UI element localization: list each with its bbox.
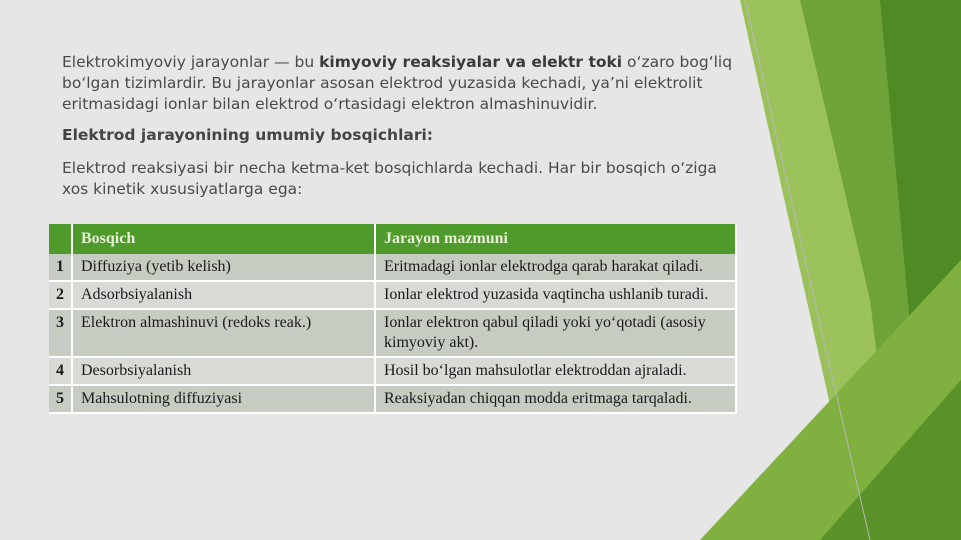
row-content: Hosil bo‘lgan mahsulotlar elektroddan ajraladi. [375,357,736,385]
row-step: Elektron almashinuvi (redoks reak.) [72,309,375,357]
row-step: Adsorbsiyalanish [72,281,375,309]
intro-text-bold: kimyoviy reaksiyalar va elektr toki [319,53,623,71]
intro-text-pre: Elektrokimyoviy jarayonlar — bu [62,53,320,71]
row-content: Ionlar elektrod yuzasida vaqtincha ushlanib turadi. [375,281,736,309]
row-num: 4 [49,357,72,385]
header-step: Bosqich [72,224,375,254]
row-num: 3 [49,309,72,357]
header-num [49,224,72,254]
header-content: Jarayon mazmuni [375,224,736,254]
table-row [49,254,736,281]
steps-table [49,224,737,414]
intro-paragraph [62,52,742,115]
row-content: Eritmadagi ionlar elektrodga qarab harakat qiladi. [375,254,736,281]
table-header-row [49,224,736,254]
row-step: Mahsulotning diffuziyasi [72,385,375,413]
row-num: 5 [49,385,72,413]
row-content: Reaksiyadan chiqqan modda eritmaga tarqaladi. [375,385,736,413]
table-row [49,357,736,385]
section-heading: Elektrod jarayonining umumiy bosqichlari: [62,126,434,144]
row-step: Desorbsiyalanish [72,357,375,385]
table-row [49,309,736,357]
table-row [49,281,736,309]
table-row [49,385,736,413]
row-step: Diffuziya (yetib kelish) [72,254,375,281]
row-num: 1 [49,254,72,281]
row-content: Ionlar elektron qabul qiladi yoki yo‘qotadi (asosiy kimyoviy akt). [375,309,736,357]
row-num: 2 [49,281,72,309]
intro-text-post: o‘zaro bog‘liq bo‘lgan tizimlardir. Bu jarayonlar asosan elektrod yuzasida kechadi, ya’ni elektrolit eritmasidagi ionlar bilan elektrod o‘rtasidagi elektron almashinuvidir. [62,53,733,113]
description-paragraph: Elektrod reaksiyasi bir necha ketma-ket bosqichlarda kechadi. Har bir bosqich o‘ziga xos kinetik xususiyatlarga ega: [62,159,717,198]
